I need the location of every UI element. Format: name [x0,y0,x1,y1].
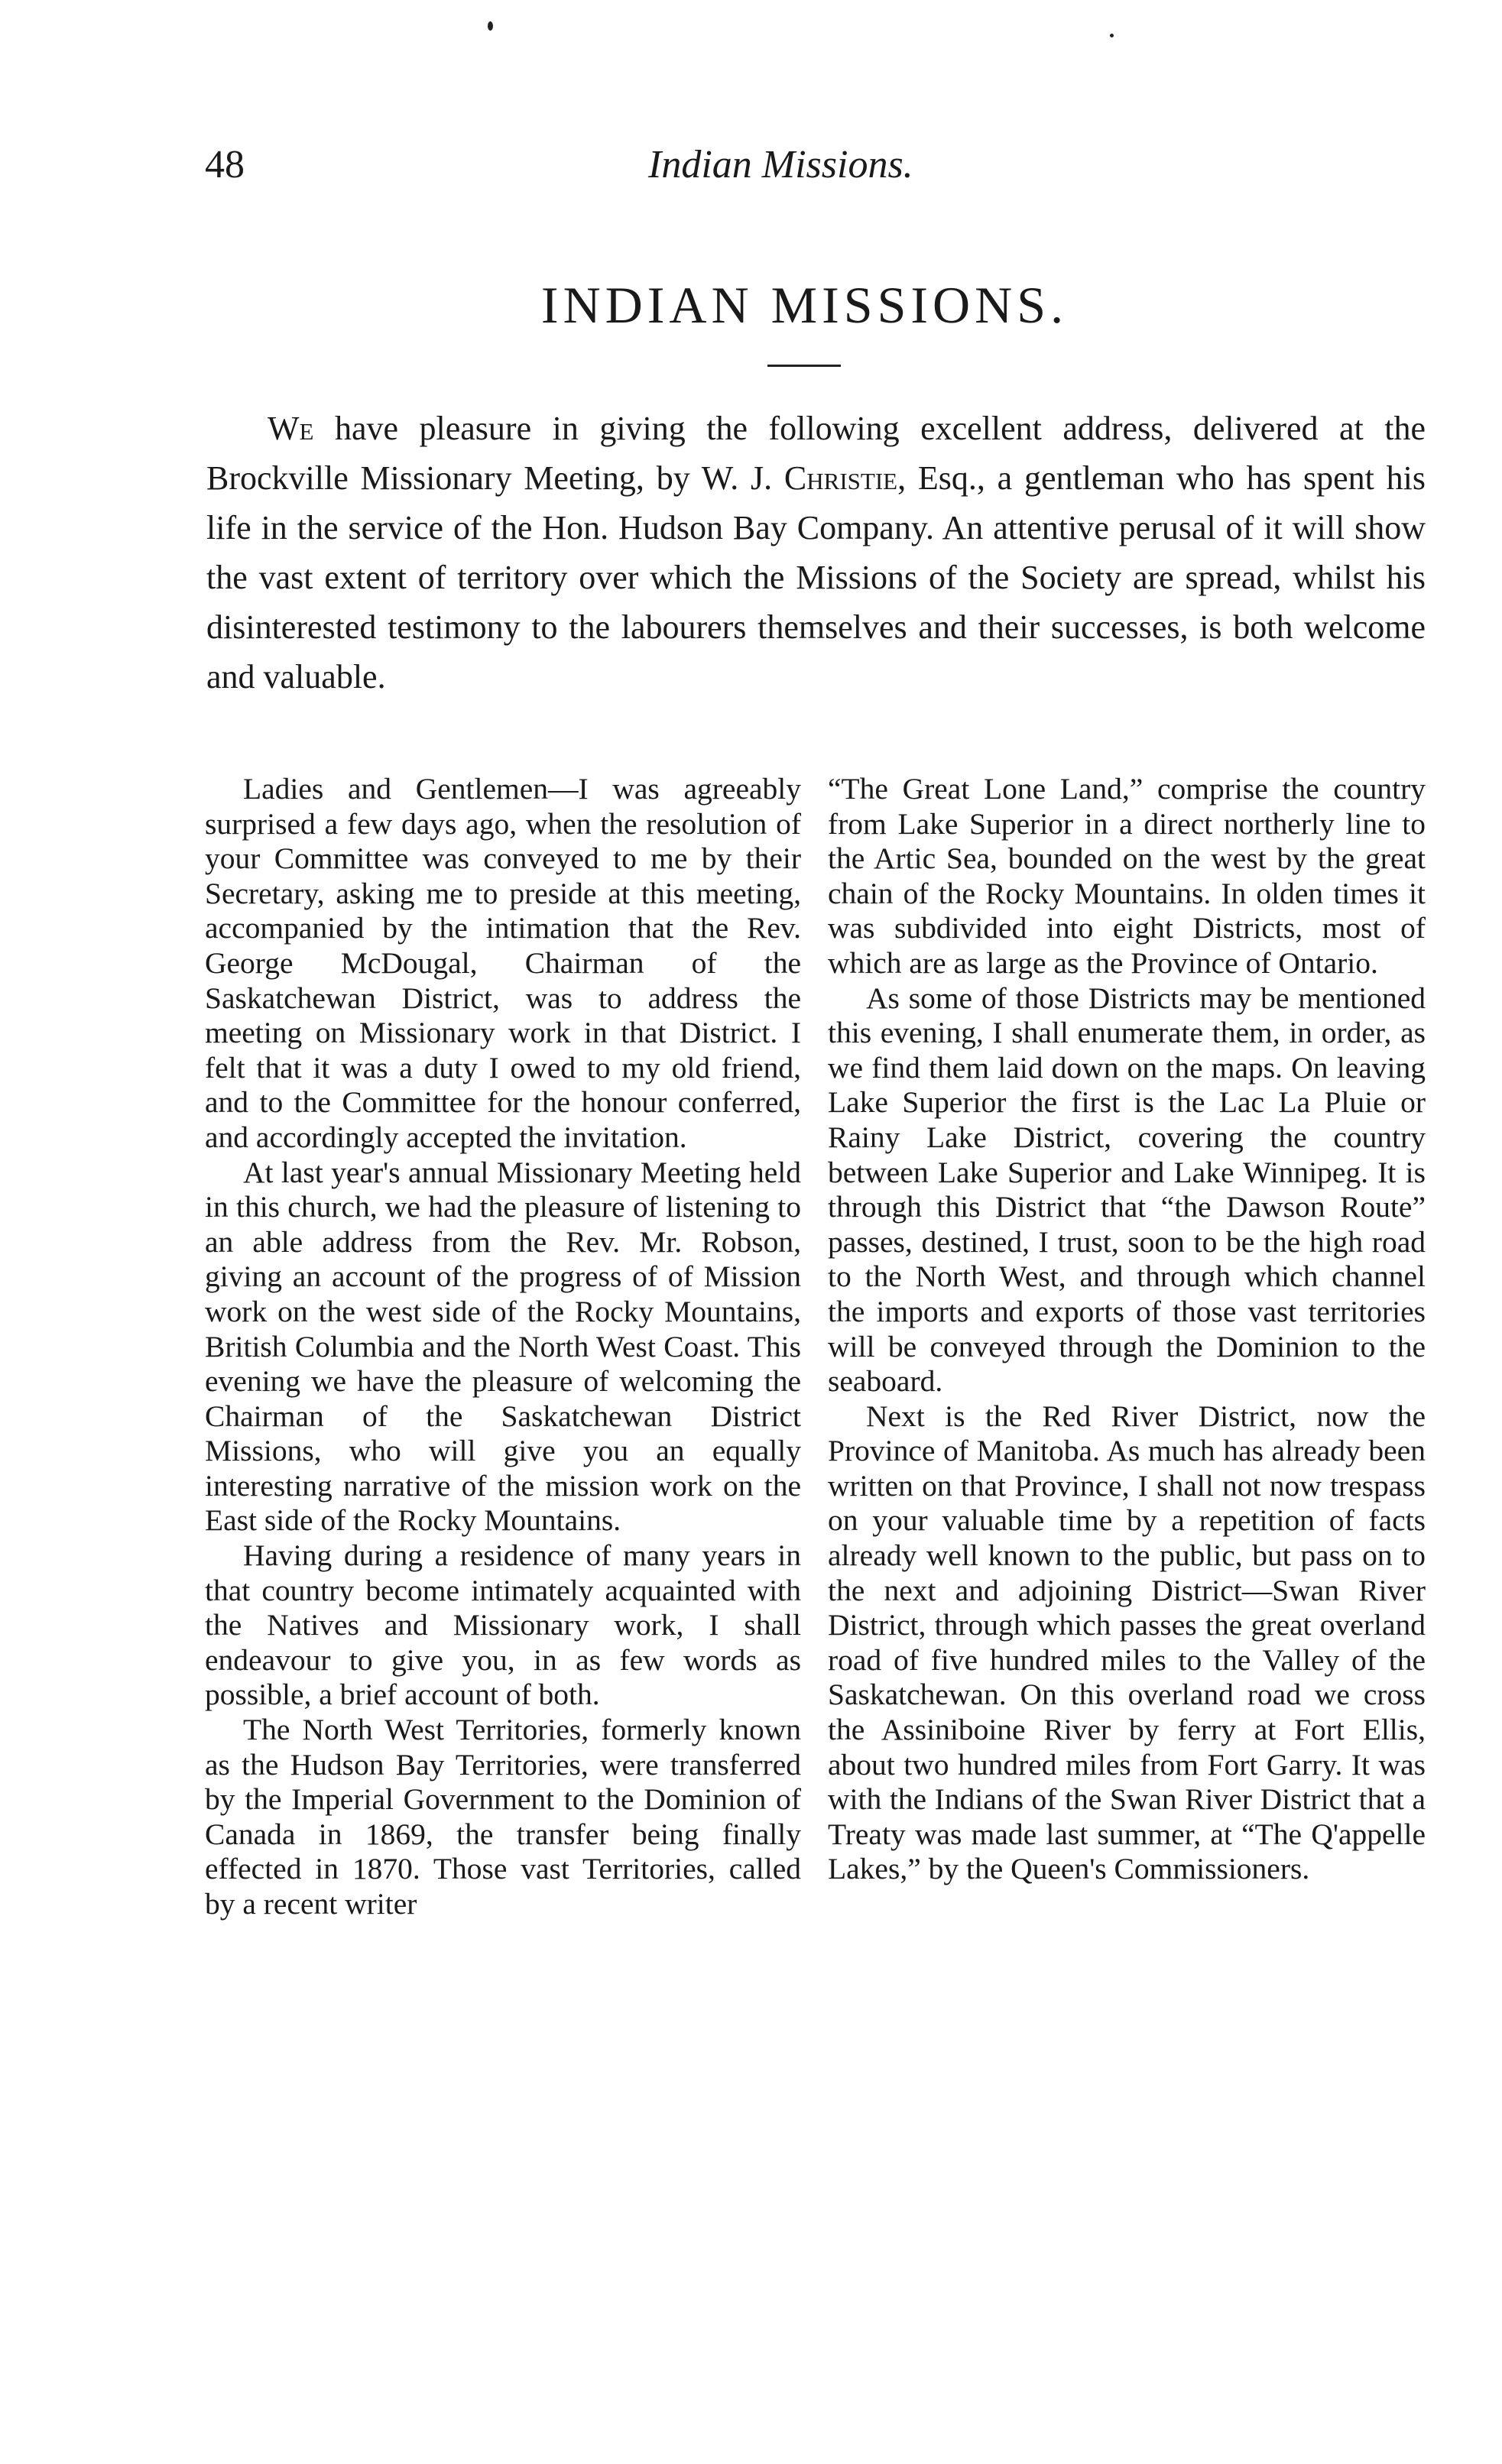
body-paragraph: The North West Territories, formerly known as the Hudson Bay Territories, were transferred by the Imperial Government to the Dominion of Canada in 1869, the transfer being finally effected in 1870. Those vast Territories, called by a recent writer [205,1713,801,1921]
body-paragraph: As some of those Districts may be mentioned this evening, I shall enumerate them, in order, as we find them laid down on the maps. On leaving Lake Superior the first is the Lac La Pluie or Rainy Lake District, covering the country between Lake Superior and Lake Winnipeg. It is through this District that “the Dawson Route” passes, destined, I trust, soon to be the high road to the North West, and through which channel the imports and exports of those vast territories will be conveyed through the Dominion to the seaboard. [828,981,1426,1399]
intro-paragraph [206,404,1426,702]
intro-text-b: , Esq., a gentleman who has spent his life in the service of the Hon. Hudson Bay Company. An attentive perusal of it will show the vast extent of territory over which the Missions of the Society are spread, whilst his disinterested testimony to the labourers themselves and their successes, is both welcome and valuable. [206,459,1426,695]
body-paragraph-continued: “The Great Lone Land,” comprise the country from Lake Superior in a direct northerly line to the Artic Sea, bounded on the west by the great chain of the Rocky Mountains. In olden times it was subdivided into eight Districts, most of which are as large as the Province of Ontario. [828,772,1426,980]
body-paragraph: Ladies and Gentlemen—I was agreeably surprised a few days ago, when the resolution of your Committee was conveyed to me by their Secretary, asking me to preside at this meeting, accompanied by the intimation that the Rev. George McDougal, Chairman of the Saskatchewan District, was to address the meeting on Missionary work in that District. I felt that it was a duty I owed to my old friend, and to the Committee for the honour conferred, and accordingly accepted the invitation. [205,772,801,1154]
page-header [205,142,1334,203]
page-number: 48 [205,143,245,186]
body-paragraph: At last year's annual Missionary Meeting held in this church, we had the pleasure of listening to an able address from the Rev. Mr. Robson, giving an account of the progress of of Mission work on the west side of the Rocky Mountains, British Columbia and the North West Coast. This evening we have the pleasure of welcoming the Chairman of the Saskatchewan District Missions, who will give you an equally interesting narrative of the mission work on the East side of the Rocky Mountains. [205,1155,801,1538]
right-column [828,772,1426,1887]
print-speck [1110,34,1114,37]
intro-name: Christie [783,459,898,497]
left-column [205,772,801,1922]
article-title: INDIAN MISSIONS. [540,276,1069,334]
title-rule [767,365,841,367]
running-head: Indian Missions. [648,143,913,186]
intro-lead-word: We [268,410,314,447]
body-paragraph: Next is the Red River District, now the Province of Manitoba. As much has already been written on that Province, I shall not now trespass on your valuable time by a repetition of facts already well known to the public, but pass on to the next and adjoining District—Swan River District, through which passes the great overland road of five hundred miles to the Valley of the Saskatchewan. On this overland road we cross the Assiniboine River by ferry at Fort Ellis, about two hundred miles from Fort Garry. It was with the Indians of the Swan River District that a Treaty was made last summer, at “The Q'appelle Lakes,” by the Queen's Commissioners. [828,1399,1426,1886]
body-paragraph: Having during a residence of many years in that country become intimately acquainted with the Natives and Missionary work, I shall endeavour to give you, in as few words as possible, a brief account of both. [205,1538,801,1712]
intro-text-a: have pleasure in giving the following excellent address, delivered at the Brockville Missionary Meeting, by W. J. [206,410,1426,497]
print-speck [488,21,493,31]
